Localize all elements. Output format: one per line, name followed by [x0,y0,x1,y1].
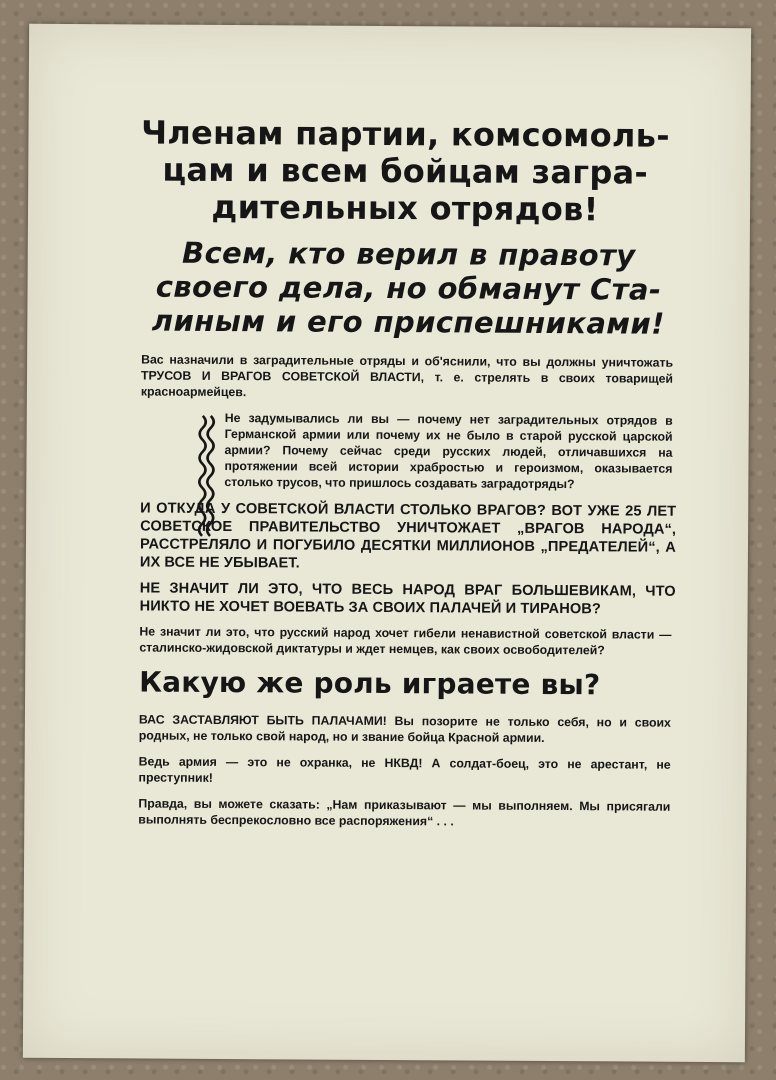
leaflet-subheading: Всем, кто верил в правоту своего дела, но обманут Ста-линым и его приспешниками! [151,235,665,341]
leaflet-content [116,114,680,840]
leaflet-heading: Членам партии, комсомоль-цам и всем бойцам загра-дительных отрядов! [141,113,670,229]
paragraph-question: Не задумывались ли вы — почему нет заградительных отрядов в Германской армии или почему их не было в старой русской царской армии? Почему сейчас среди русских людей, отличавшихся на протяжении всей истории храбростью и героизмом, оказывается столько трусов, что пришлось создавать заградотряды? [224,411,673,492]
paragraph-enemies: И ОТКУДА У СОВЕТСКОЙ ВЛАСТИ СТОЛЬКО ВРАГОВ? ВОТ УЖЕ 25 ЛЕТ СОВЕТСКОЕ ПРАВИТЕЛЬСТВО УНИЧТОЖАЕТ „ВРАГОВ НАРОДА“, РАССТРЕЛЯЛО И ПОГУБИЛО ДЕСЯТКИ МИЛЛИОНОВ „ПРЕДАТЕЛЕЙ“, А ИХ ВСЕ НЕ УБЫВАЕТ. [139,500,677,572]
paragraph-orders: Правда, вы можете сказать: „Нам приказывают — мы выполняем. Мы присягали выполнять беспрекословно все распоряжения“ . . . [138,796,671,829]
paragraph-executioners: ВАС ЗАСТАВЛЯЮТ БЫТЬ ПАЛАЧАМИ! Вы позорите не только себя, но и своих родных, не только свой народ, но и звание бойца Красной армии. [138,712,671,745]
quoted-block [118,409,678,492]
paragraph-army: Ведь армия — это не охранка, не НКВД! А солдат-боец, это не арестант, не преступник! [138,754,671,785]
role-heading: Какую же роль играете вы? [139,665,601,702]
leaflet-sheet [23,24,751,1062]
paragraph-intro: Вас назначили в заградительные отряды и об'яснили, что вы должны уничтожать ТРУСОВ И ВРАГОВ СОВЕТСКОЙ ВЛАСТИ, т. е. стрелять в своих товарищей красноармейцев. [140,352,674,400]
wavy-border-icon [194,414,219,542]
paragraph-liberators: Не значит ли это, что русский народ хочет гибели ненавистной советской власти — сталинско-жидовской диктатуры и ждет немцев, как своих освободителей? [139,624,672,658]
paragraph-people: НЕ ЗНАЧИТ ЛИ ЭТО, ЧТО ВЕСЬ НАРОД ВРАГ БОЛЬШЕВИКАМ, ЧТО НИКТО НЕ ХОЧЕТ ВОЕВАТЬ ЗА СВОИХ ПАЛАЧЕЙ И ТИРАНОВ? [139,580,676,618]
